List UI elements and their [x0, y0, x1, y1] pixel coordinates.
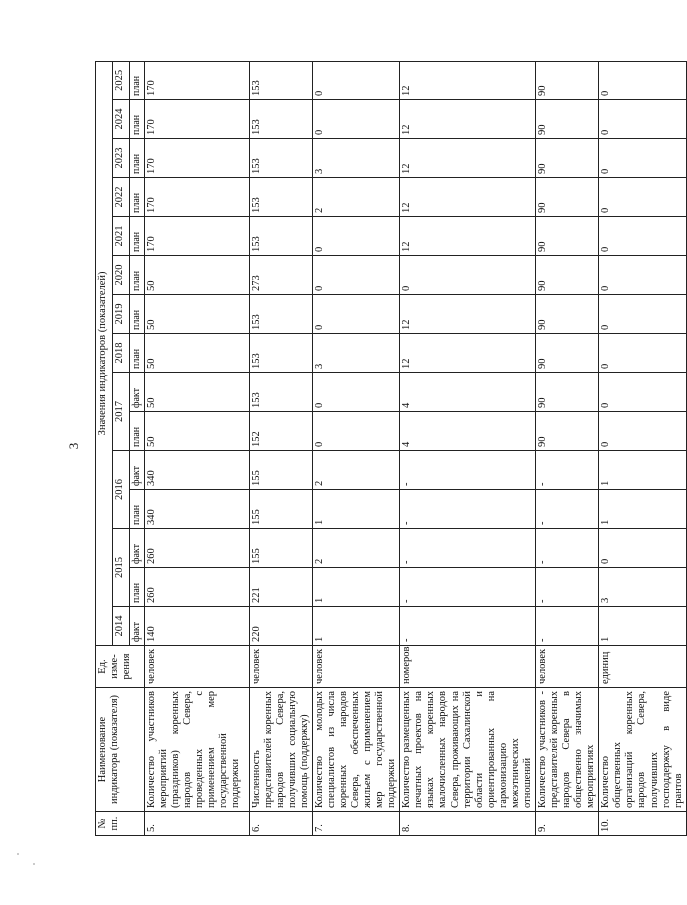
- value-cell: -: [400, 607, 536, 646]
- value-cell: 90: [535, 61, 598, 99]
- value-cell: 340: [144, 451, 249, 490]
- year-2020: 2020: [113, 256, 130, 295]
- table-row: [400, 61, 536, 835]
- value-cell: 12: [400, 217, 536, 256]
- sub-plan: план: [130, 256, 145, 295]
- indicator-name: Количество участников - представителей коренных народов Севера в общественно значимых мероприятиях: [535, 688, 598, 812]
- unit-cell: единиц: [599, 646, 686, 688]
- value-cell: -: [535, 490, 598, 529]
- year-2023: 2023: [113, 139, 130, 178]
- name-header: Наименование индикатора (показателя): [96, 688, 145, 812]
- value-cell: 12: [400, 100, 536, 139]
- value-cell: -: [535, 568, 598, 607]
- table-row: [249, 61, 312, 835]
- value-cell: -: [535, 451, 598, 490]
- table-row: [535, 61, 598, 835]
- value-cell: -: [400, 568, 536, 607]
- value-cell: 1: [599, 490, 686, 529]
- value-cell: 0: [599, 61, 686, 99]
- value-cell: 155: [249, 451, 312, 490]
- value-cell: 1: [599, 451, 686, 490]
- year-2018: 2018: [113, 334, 130, 373]
- unit-header: Ед. изме-рения: [96, 646, 145, 688]
- sub-fact: факт: [130, 451, 145, 490]
- value-cell: 140: [144, 607, 249, 646]
- value-cell: 50: [144, 334, 249, 373]
- unit-cell: человек: [535, 646, 598, 688]
- sub-plan: план: [130, 139, 145, 178]
- value-cell: 0: [312, 61, 399, 99]
- value-cell: 0: [312, 100, 399, 139]
- value-cell: 170: [144, 139, 249, 178]
- value-cell: 50: [144, 256, 249, 295]
- table-row: [312, 61, 399, 835]
- indicator-name: Количество участников мероприятий (праздников) коренных народов Севера, проведенных с применением мер государственной поддержки: [144, 688, 249, 812]
- value-cell: 0: [599, 178, 686, 217]
- value-cell: 260: [144, 568, 249, 607]
- year-2014: 2014: [113, 607, 130, 646]
- value-cell: 153: [249, 217, 312, 256]
- value-cell: 2: [312, 178, 399, 217]
- sub-plan: план: [130, 295, 145, 334]
- indicators-table: [95, 61, 687, 836]
- value-cell: 3: [312, 334, 399, 373]
- value-cell: 0: [599, 334, 686, 373]
- sub-plan: план: [130, 568, 145, 607]
- value-cell: 90: [535, 139, 598, 178]
- value-cell: 260: [144, 529, 249, 568]
- table-row: [144, 61, 249, 835]
- value-cell: 152: [249, 412, 312, 451]
- value-cell: 170: [144, 217, 249, 256]
- value-cell: -: [535, 529, 598, 568]
- value-cell: 153: [249, 100, 312, 139]
- value-cell: 221: [249, 568, 312, 607]
- indicator-name: Количество размещенных печатных проектов на языках коренных малочисленных народов Севера, проживающих на территории Сахалинской области и ориентированных на гармонизацию межэтнических отношений: [400, 688, 536, 812]
- value-cell: 0: [312, 256, 399, 295]
- sub-plan: план: [130, 217, 145, 256]
- unit-cell: человек: [144, 646, 249, 688]
- table-row: [599, 61, 686, 835]
- value-cell: 12: [400, 139, 536, 178]
- sub-plan: план: [130, 334, 145, 373]
- sub-fact: факт: [130, 607, 145, 646]
- scan-speck: [33, 863, 35, 865]
- value-cell: 1: [312, 490, 399, 529]
- value-cell: 0: [599, 373, 686, 412]
- value-cell: 273: [249, 256, 312, 295]
- value-cell: 153: [249, 334, 312, 373]
- num-header: № пп.: [96, 812, 145, 836]
- indicator-name: Численность представителей коренных народов Севера, получивших социальную помощь (поддержку): [249, 688, 312, 812]
- row-number: 8.: [400, 812, 536, 836]
- value-cell: 0: [312, 373, 399, 412]
- value-cell: 0: [400, 256, 536, 295]
- sub-plan: план: [130, 100, 145, 139]
- value-cell: 90: [535, 256, 598, 295]
- unit-cell: человек: [249, 646, 312, 688]
- sub-plan: план: [130, 412, 145, 451]
- value-cell: 0: [599, 100, 686, 139]
- value-cell: 4: [400, 412, 536, 451]
- sub-fact: факт: [130, 373, 145, 412]
- value-cell: 153: [249, 139, 312, 178]
- indicator-name: Количество общественных организаций коренных народов Севера, получивших господдержку в виде грантов: [599, 688, 686, 812]
- row-number: 10.: [599, 812, 686, 836]
- value-cell: 3: [599, 568, 686, 607]
- value-cell: 0: [599, 256, 686, 295]
- value-cell: 155: [249, 529, 312, 568]
- value-cell: 12: [400, 178, 536, 217]
- value-cell: 90: [535, 178, 598, 217]
- value-cell: 50: [144, 412, 249, 451]
- row-number: 7.: [312, 812, 399, 836]
- value-cell: 220: [249, 607, 312, 646]
- unit-cell: человек: [312, 646, 399, 688]
- value-cell: -: [400, 529, 536, 568]
- value-cell: 12: [400, 334, 536, 373]
- value-cell: 153: [249, 61, 312, 99]
- value-cell: 340: [144, 490, 249, 529]
- sub-fact: факт: [130, 529, 145, 568]
- value-cell: -: [535, 607, 598, 646]
- value-cell: -: [400, 490, 536, 529]
- value-cell: 153: [249, 373, 312, 412]
- value-cell: 153: [249, 178, 312, 217]
- value-cell: 90: [535, 373, 598, 412]
- year-2024: 2024: [113, 100, 130, 139]
- value-cell: 0: [312, 295, 399, 334]
- value-cell: 90: [535, 217, 598, 256]
- unit-cell: номеров: [400, 646, 536, 688]
- value-cell: 1: [312, 607, 399, 646]
- value-cell: 50: [144, 295, 249, 334]
- page-number: 3: [66, 442, 81, 450]
- year-2019: 2019: [113, 295, 130, 334]
- value-cell: 170: [144, 100, 249, 139]
- sub-plan: план: [130, 178, 145, 217]
- year-2022: 2022: [113, 178, 130, 217]
- rotated-table-wrapper: [95, 66, 684, 836]
- value-cell: 155: [249, 490, 312, 529]
- row-number: 5.: [144, 812, 249, 836]
- year-2025: 2025: [113, 61, 130, 99]
- sub-plan: план: [130, 490, 145, 529]
- value-cell: 90: [535, 295, 598, 334]
- value-cell: 170: [144, 178, 249, 217]
- value-cell: 90: [535, 100, 598, 139]
- value-cell: 153: [249, 295, 312, 334]
- value-cell: 12: [400, 295, 536, 334]
- value-cell: 0: [599, 295, 686, 334]
- row-number: 9.: [535, 812, 598, 836]
- value-cell: 90: [535, 334, 598, 373]
- year-2021: 2021: [113, 217, 130, 256]
- value-cell: 50: [144, 373, 249, 412]
- scan-speck: [17, 853, 19, 855]
- sub-plan: план: [130, 61, 145, 99]
- value-cell: 2: [312, 451, 399, 490]
- value-cell: 0: [599, 529, 686, 568]
- value-cell: 0: [312, 412, 399, 451]
- values-header: Значения индикаторов (показателей): [96, 61, 113, 645]
- value-cell: 4: [400, 373, 536, 412]
- value-cell: -: [400, 451, 536, 490]
- indicator-name: Количество молодых специалистов из числа коренных народов Севера, обеспеченных жильем с применением мер государственной поддержки: [312, 688, 399, 812]
- value-cell: 2: [312, 529, 399, 568]
- value-cell: 3: [312, 139, 399, 178]
- value-cell: 0: [599, 139, 686, 178]
- year-2015: 2015: [113, 529, 130, 607]
- value-cell: 12: [400, 61, 536, 99]
- value-cell: 1: [599, 607, 686, 646]
- value-cell: 0: [599, 412, 686, 451]
- value-cell: 170: [144, 61, 249, 99]
- year-2017: 2017: [113, 373, 130, 451]
- value-cell: 0: [312, 217, 399, 256]
- value-cell: 1: [312, 568, 399, 607]
- row-number: 6.: [249, 812, 312, 836]
- year-2016: 2016: [113, 451, 130, 529]
- value-cell: 0: [599, 217, 686, 256]
- value-cell: 90: [535, 412, 598, 451]
